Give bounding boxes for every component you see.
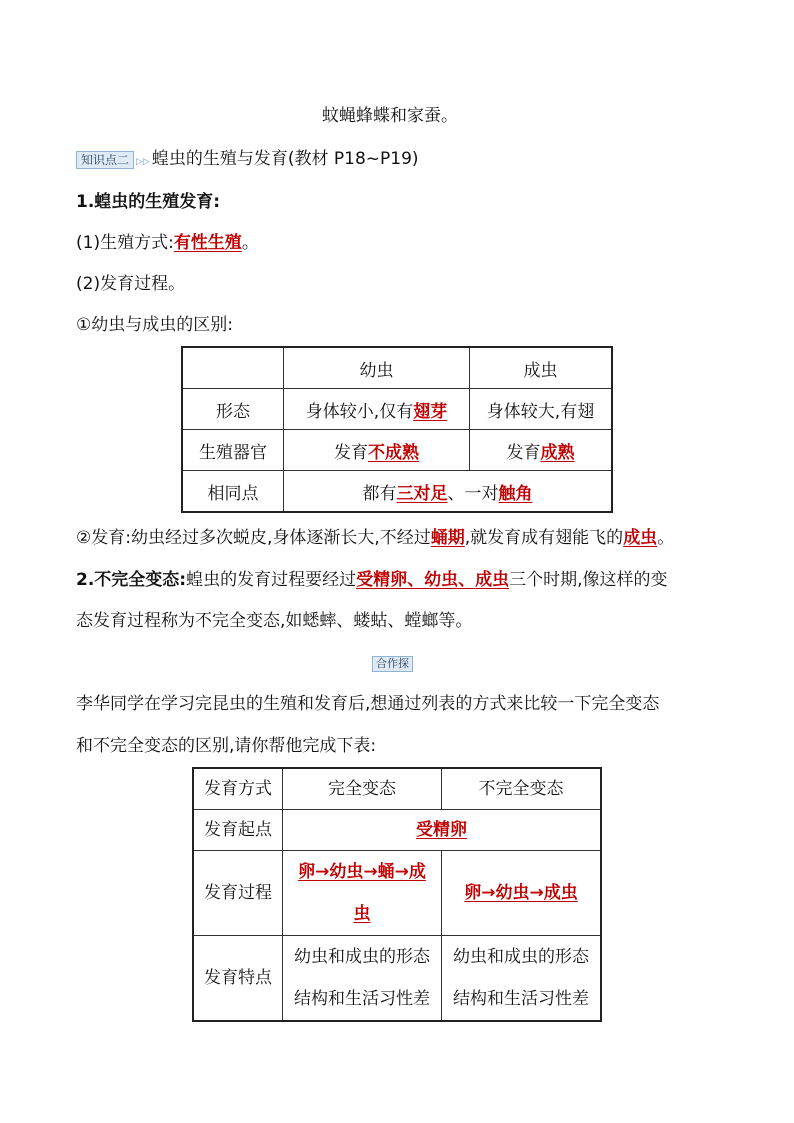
answer-complete-process-line1: 卵→幼虫→蛹→成 bbox=[298, 862, 426, 882]
row-label-similarity: 相同点 bbox=[182, 471, 284, 513]
answer-antennae: 触角 bbox=[498, 483, 533, 504]
table-row bbox=[193, 768, 601, 810]
development-process: (2)发育过程。 bbox=[76, 274, 186, 294]
punctuation: 。 bbox=[657, 528, 675, 548]
cooperative-explore-badge: 合作探 bbox=[372, 656, 413, 672]
text-segment: 三个时期,像这样的变 bbox=[509, 570, 668, 590]
answer-mature: 成熟 bbox=[540, 442, 575, 463]
reproduction-mode bbox=[76, 232, 259, 254]
row-label-morphology: 形态 bbox=[182, 389, 284, 430]
development-detail bbox=[76, 527, 674, 549]
complete-feature-cell bbox=[283, 936, 442, 1022]
section-1-heading: 1.蝗虫的生殖发育: bbox=[76, 192, 221, 212]
row-label-start: 发育起点 bbox=[193, 810, 283, 851]
cell-text: 结构和生活习性差 bbox=[294, 989, 430, 1009]
incomplete-metamorphosis-line1 bbox=[76, 569, 668, 591]
start-cell bbox=[283, 810, 602, 851]
answer-complete-process-line2: 虫 bbox=[353, 904, 371, 924]
metamorphosis-comparison-table bbox=[192, 767, 602, 1022]
punctuation: 。 bbox=[241, 233, 259, 253]
answer-incomplete-process: 卵→幼虫→成虫 bbox=[464, 883, 578, 903]
cell-text: 都有 bbox=[362, 483, 397, 504]
similarity-cell bbox=[284, 471, 613, 513]
double-arrow-icon: ▷▷ bbox=[136, 157, 150, 167]
table2-header-complete: 完全变态 bbox=[283, 768, 442, 810]
top-line: 蚊蝇蜂蝶和家蚕。 bbox=[322, 106, 458, 126]
section-2-heading: 2.不完全变态: bbox=[76, 570, 187, 590]
table1-header-larva: 幼虫 bbox=[284, 347, 470, 389]
cell-text: 身体较小,仅有 bbox=[305, 401, 414, 422]
cell-text: 幼虫和成虫的形态 bbox=[453, 947, 589, 967]
cooperation-line1: 李华同学在学习完昆虫的生殖和发育后,想通过列表的方式来比较一下完全变态 bbox=[76, 694, 660, 714]
table-row bbox=[182, 389, 612, 430]
table1-header-adult: 成虫 bbox=[470, 347, 613, 389]
cell-text: 幼虫和成虫的形态 bbox=[294, 947, 430, 967]
reproduction-mode-label: (1)生殖方式: bbox=[76, 233, 174, 253]
cell-text: 结构和生活习性差 bbox=[453, 989, 589, 1009]
table-row bbox=[193, 936, 601, 1022]
answer-three-stages: 受精卵、幼虫、成虫 bbox=[356, 570, 510, 590]
larva-adult-difference: ①幼虫与成虫的区别: bbox=[76, 315, 233, 335]
cell-text: 、一对 bbox=[447, 483, 499, 504]
incomplete-feature-cell bbox=[442, 936, 602, 1022]
knowledge-heading bbox=[76, 148, 419, 173]
cell-text: 发育 bbox=[334, 442, 368, 463]
row-label-feature: 发育特点 bbox=[193, 936, 283, 1022]
table-row bbox=[182, 471, 612, 513]
adult-organs bbox=[470, 430, 613, 471]
table-row bbox=[193, 810, 601, 851]
answer-fertilized-egg: 受精卵 bbox=[416, 820, 467, 840]
larva-morphology bbox=[284, 389, 470, 430]
incomplete-process-cell bbox=[442, 851, 602, 936]
answer-wing-buds: 翅芽 bbox=[413, 401, 448, 422]
answer-immature: 不成熟 bbox=[368, 442, 419, 463]
answer-sexual-reproduction: 有性生殖 bbox=[173, 233, 242, 253]
table-row bbox=[193, 851, 601, 936]
larva-adult-table bbox=[181, 346, 613, 513]
adult-morphology: 身体较大,有翅 bbox=[470, 389, 613, 430]
answer-pupa-stage: 蛹期 bbox=[430, 528, 465, 548]
answer-adult: 成虫 bbox=[623, 528, 658, 548]
row-label-process: 发育过程 bbox=[193, 851, 283, 936]
table2-header-mode: 发育方式 bbox=[193, 768, 283, 810]
complete-process-cell bbox=[283, 851, 442, 936]
row-label-reproductive-organs: 生殖器官 bbox=[182, 430, 284, 471]
table2-header-incomplete: 不完全变态 bbox=[442, 768, 602, 810]
larva-organs bbox=[284, 430, 470, 471]
knowledge-tag: 知识点二 bbox=[76, 151, 134, 169]
incomplete-metamorphosis-line2: 态发育过程称为不完全变态,如蟋蟀、蝼蛄、螳螂等。 bbox=[76, 611, 473, 631]
knowledge-title: 蝗虫的生殖与发育(教材 P18~P19) bbox=[151, 149, 419, 169]
cell-text: 发育 bbox=[506, 442, 541, 463]
cooperation-line2: 和不完全变态的区别,请你帮他完成下表: bbox=[76, 736, 377, 756]
text-segment: ,就发育成有翅能飞的 bbox=[464, 528, 624, 548]
table1-header-empty bbox=[182, 347, 284, 389]
answer-three-pairs-legs: 三对足 bbox=[396, 483, 448, 504]
text-segment: ②发育:幼虫经过多次蜕皮,身体逐渐长大,不经过 bbox=[76, 528, 431, 548]
table-row bbox=[182, 430, 612, 471]
text-segment: 蝗虫的发育过程要经过 bbox=[186, 570, 357, 590]
